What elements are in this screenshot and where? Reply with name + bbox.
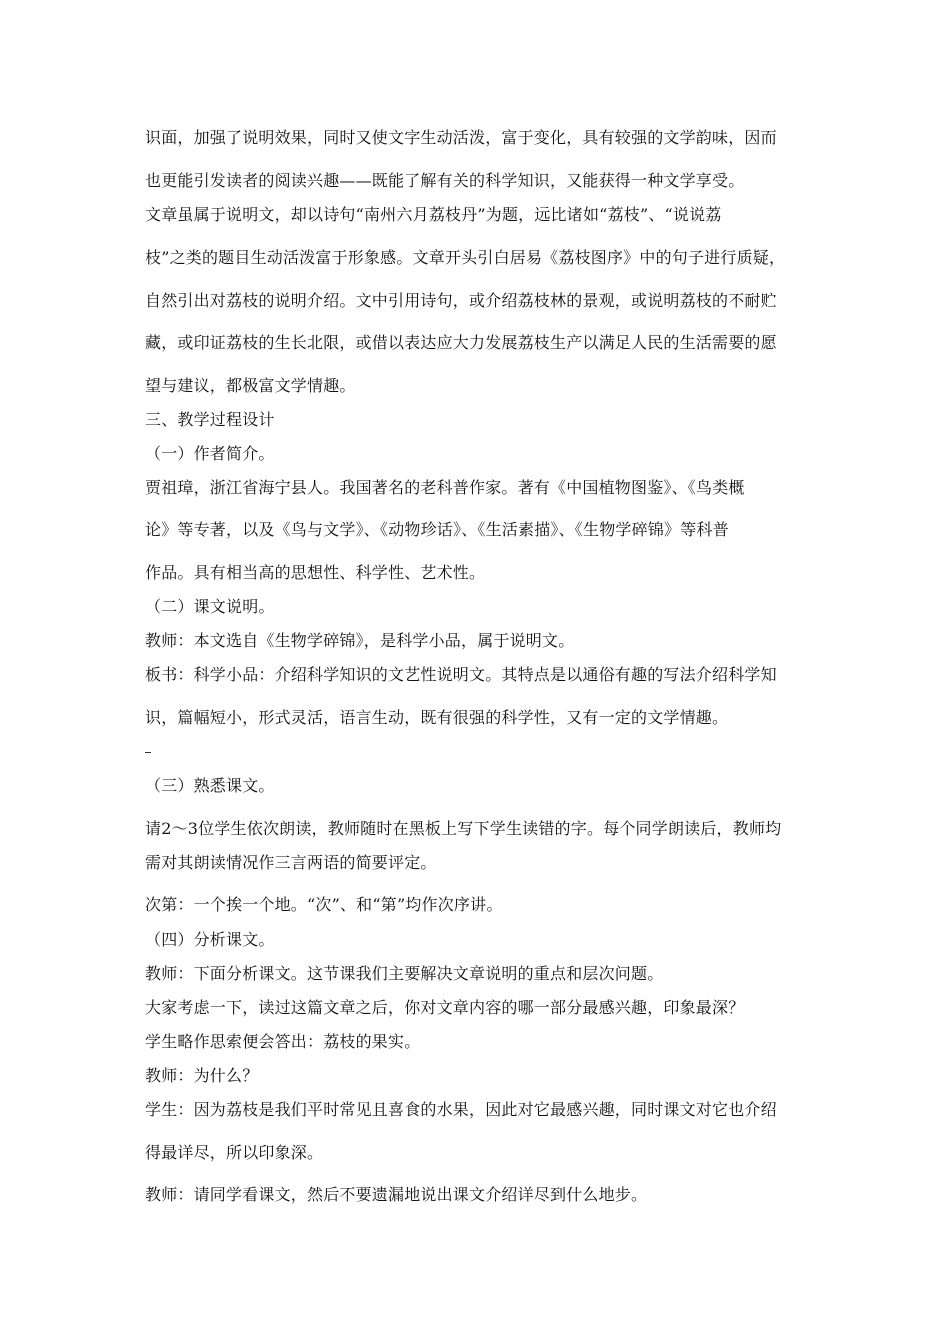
subsection-heading: （一）作者简介。 [145,444,275,463]
text-line: 识，篇幅短小，形式灵活，语言生动，既有很强的科学性，又有一定的文学情趣。 [145,708,729,727]
text-line: 望与建议，都极富文学情趣。 [145,376,356,395]
text-line: 次第：一个挨一个地。“次”、和“第”均作次序讲。 [145,895,503,914]
subsection-heading: （三）熟悉课文。 [145,776,275,795]
text-line: 贾祖璋，浙江省海宁县人。我国著名的老科普作家。著有《中国植物图鉴》、《鸟类概 [145,478,745,497]
subsection-heading: （四）分析课文。 [145,930,275,949]
text-line: 文章虽属于说明文，却以诗句“南州六月荔枝丹”为题，远比诸如“荔枝”、“说说荔 [145,205,722,224]
text-line: 板书：科学小品：介绍科学知识的文艺性说明文。其特点是以通俗有趣的写法介绍科学知 [145,665,777,684]
text-line: 枝”之类的题目生动活泼富于形象感。文章开头引白居易《荔枝图序》中的句子进行质疑， [145,248,786,267]
text-line: 藏，或印证荔枝的生长北限，或借以表达应大力发展荔枝生产以满足人民的生活需要的愿 [145,333,777,352]
text-line: 教师：为什么？ [145,1066,259,1085]
text-line: 也更能引发读者的阅读兴趣——既能了解有关的科学知识，又能获得一种文学享受。 [145,171,745,190]
text-line: 学生略作思索便会答出：荔枝的果实。 [145,1032,421,1051]
text-line: 大家考虑一下，读过这篇文章之后，你对文章内容的哪一部分最感兴趣，印象最深？ [145,998,745,1017]
text-line: 作品。具有相当高的思想性、科学性、艺术性。 [145,563,486,582]
text-line: 教师：本文选自《生物学碎锦》，是科学小品，属于说明文。 [145,631,575,650]
stray-dash-mark [145,752,151,753]
text-line: 教师：下面分析课文。这节课我们主要解决文章说明的重点和层次问题。 [145,964,664,983]
text-line: 论》等专著，以及《鸟与文学》、《动物珍话》、《生活素描》、《生物学碎锦》等科普 [145,520,729,539]
text-line: 得最详尽，所以印象深。 [145,1143,324,1162]
subsection-heading: （二）课文说明。 [145,597,275,616]
section-heading: 三、教学过程设计 [145,410,275,429]
text-line: 请2～3位学生依次朗读，教师随时在黑板上写下学生读错的字。每个同学朗读后，教师均 [145,819,782,838]
text-line: 学生：因为荔枝是我们平时常见且喜食的水果，因此对它最感兴趣，同时课文对它也介绍 [145,1100,777,1119]
text-line: 教师：请同学看课文，然后不要遗漏地说出课文介绍详尽到什么地步。 [145,1185,648,1204]
text-line: 需对其朗读情况作三言两语的简要评定。 [145,853,437,872]
text-line: 自然引出对荔枝的说明介绍。文中引用诗句，或介绍荔枝林的景观，或说明荔枝的不耐贮 [145,291,777,310]
text-line: 识面，加强了说明效果，同时又使文字生动活泼，富于变化，具有较强的文学韵味，因而 [145,128,777,147]
